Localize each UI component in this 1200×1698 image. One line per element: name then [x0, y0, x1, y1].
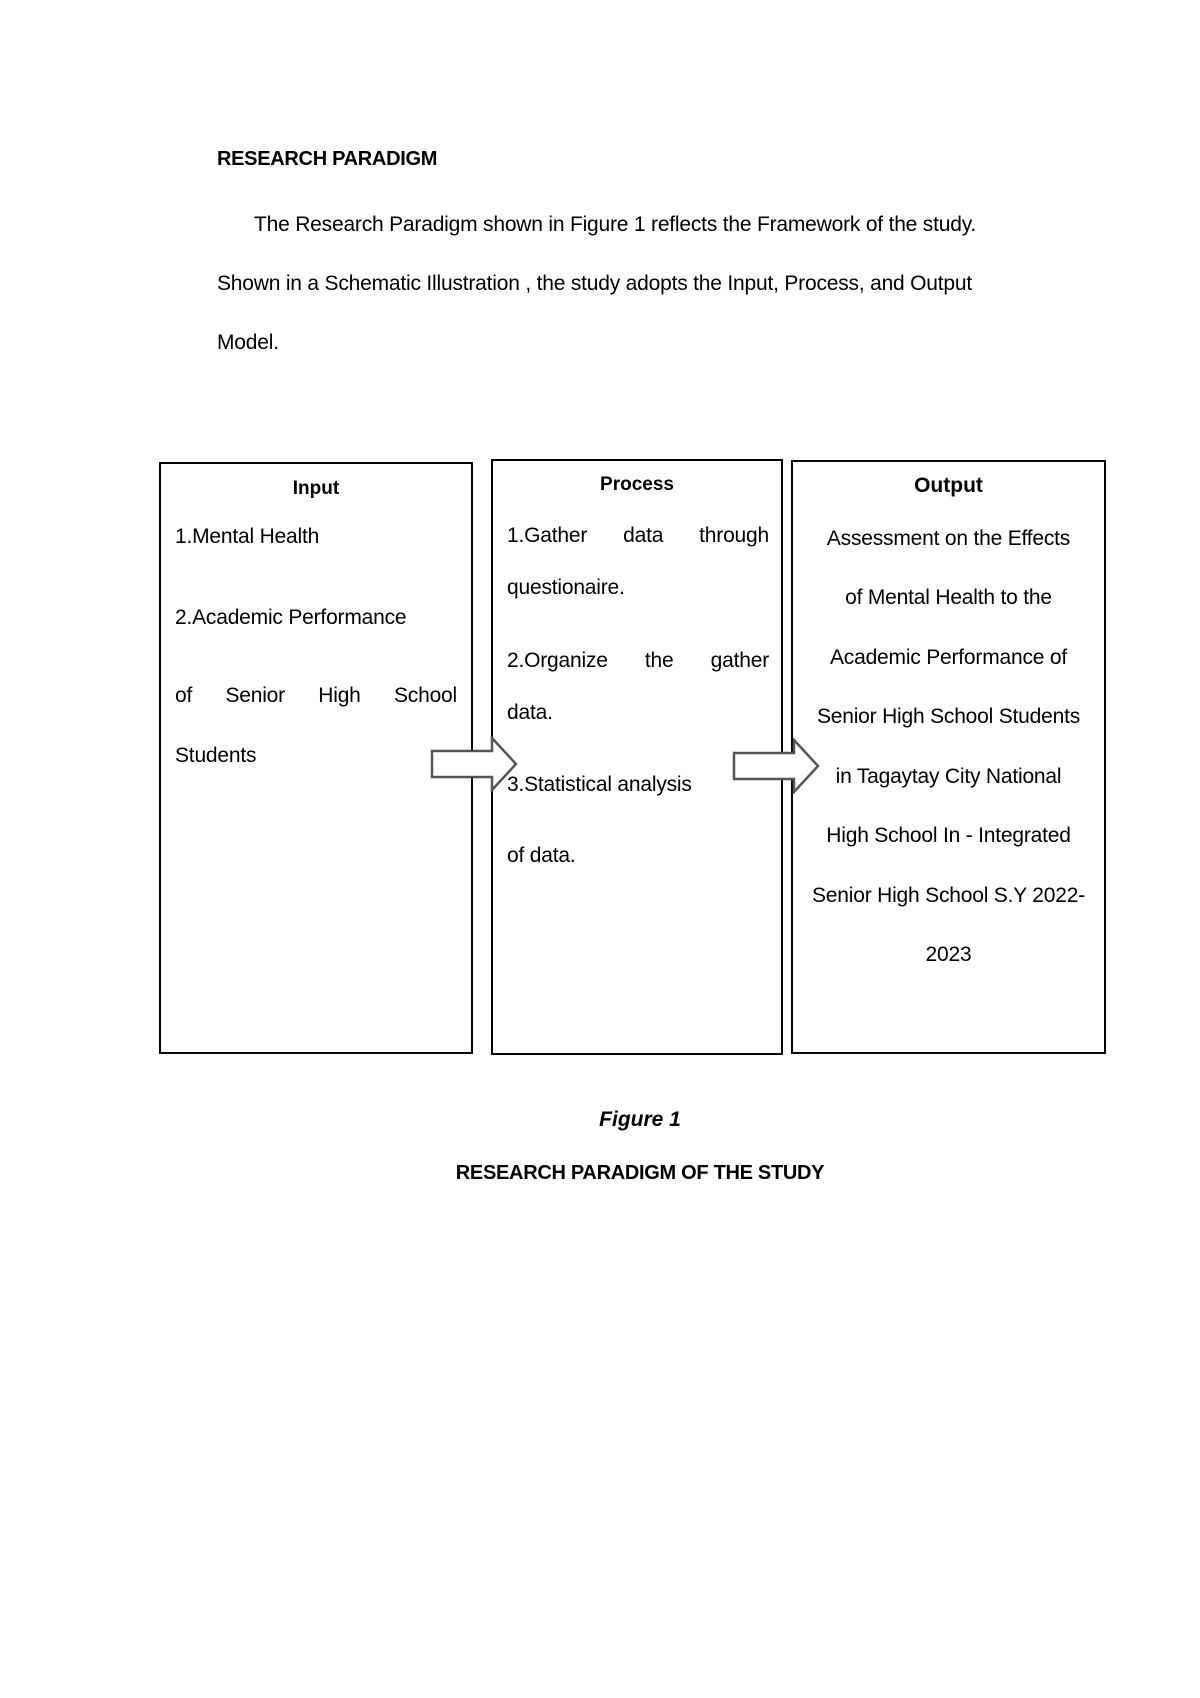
- output-line-6: High School In - Integrated: [826, 824, 1071, 847]
- section-heading: RESEARCH PARADIGM: [217, 148, 438, 170]
- figure-caption: RESEARCH PARADIGM OF THE STUDY: [455, 1162, 825, 1184]
- right-arrow-icon: [430, 736, 520, 792]
- right-arrow-icon: [732, 738, 822, 794]
- output-line-4: Senior High School Students: [816, 705, 1081, 728]
- output-line-3: Academic Performance of: [829, 646, 1067, 669]
- input-item-2: 2.Academic Performance: [175, 606, 407, 629]
- process-title: Process: [600, 474, 674, 495]
- process-item-2-line-2: data.: [507, 701, 553, 724]
- figure-label: Figure 1: [599, 1108, 681, 1131]
- output-title: Output: [914, 474, 983, 497]
- output-line-2: of Mental Health to the: [845, 586, 1052, 609]
- output-line-5: in Tagaytay City National: [835, 765, 1062, 788]
- output-line-1: Assessment on the Effects: [826, 527, 1071, 550]
- process-item-3-line-1: 3.Statistical analysis: [507, 773, 692, 796]
- output-line-8: 2023: [925, 943, 972, 966]
- process-item-1-line-2: questionaire.: [507, 576, 625, 599]
- input-title: Input: [292, 478, 340, 499]
- output-line-7: Senior High School S.Y 2022-: [811, 884, 1086, 907]
- process-item-3-line-2: of data.: [507, 844, 576, 867]
- output-box: [791, 460, 1106, 1054]
- input-item-3-line-2: Students: [175, 744, 257, 767]
- paragraph-line-3: Model.: [217, 331, 279, 354]
- input-box: [159, 462, 473, 1054]
- intro-paragraph: [217, 195, 1037, 372]
- input-item-1: 1.Mental Health: [175, 525, 320, 548]
- paragraph-line-2: Shown in a Schematic Illustration , the study adopts the Input, Process, and Output: [217, 272, 973, 295]
- process-item-1-line-1: 1.Gather data through: [507, 524, 769, 547]
- input-item-3-line-1: of Senior High School: [175, 684, 457, 707]
- paragraph-line-1: The Research Paradigm shown in Figure 1 reflects the Framework of the study.: [254, 213, 977, 236]
- process-item-2-line-1: 2.Organize the gather: [507, 649, 769, 672]
